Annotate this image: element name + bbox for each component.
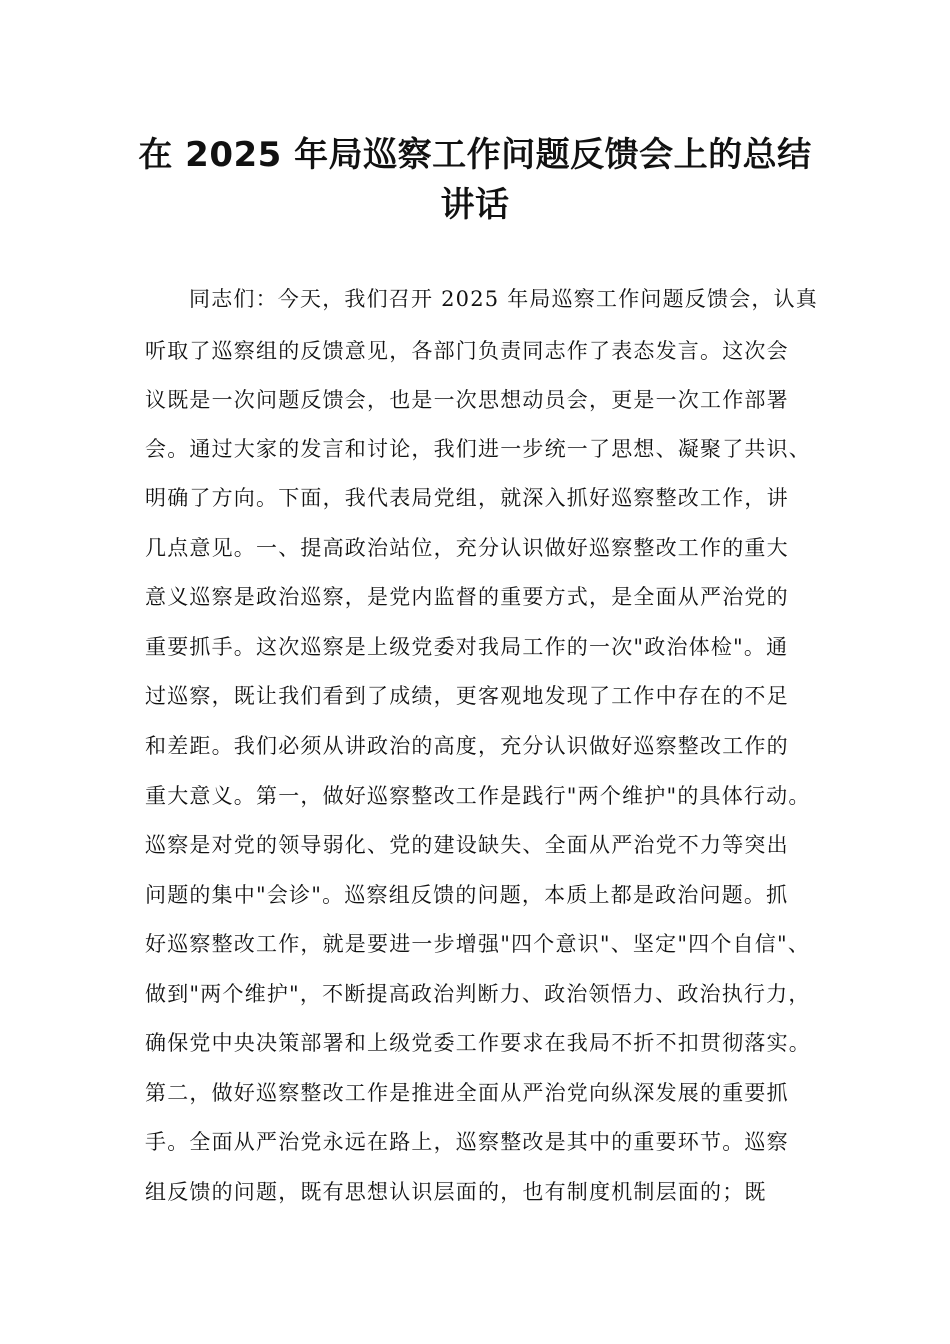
document-title-line-1: 在 2025 年局巡察工作问题反馈会上的总结 [138,135,812,175]
body-line: 意义巡察是政治巡察，是党内监督的重要方式，是全面从严治党的 [145,585,789,609]
body-line: 过巡察，既让我们看到了成绩，更客观地发现了工作中存在的不足 [145,684,789,708]
body-line: 听取了巡察组的反馈意见，各部门负责同志作了表态发言。这次会 [145,339,789,363]
body-line: 几点意见。一、提高政治站位，充分认识做好巡察整改工作的重大 [145,536,789,560]
body-line: 议既是一次问题反馈会，也是一次思想动员会，更是一次工作部署 [145,388,789,412]
body-line: 问题的集中"会诊"。巡察组反馈的问题，本质上都是政治问题。抓 [145,883,789,907]
body-line: 第二，做好巡察整改工作是推进全面从严治党向纵深发展的重要抓 [145,1081,789,1105]
body-line: 巡察是对党的领导弱化、党的建设缺失、全面从严治党不力等突出 [145,833,789,857]
body-line: 重大意义。第一，做好巡察整改工作是践行"两个维护"的具体行动。 [145,784,811,808]
body-line: 重要抓手。这次巡察是上级党委对我局工作的一次"政治体检"。通 [145,635,789,659]
body-line: 会。通过大家的发言和讨论，我们进一步统一了思想、凝聚了共识、 [145,437,811,461]
body-line: 好巡察整改工作，就是要进一步增强"四个意识"、坚定"四个自信"、 [145,932,811,956]
body-line: 同志们：今天，我们召开 2025 年局巡察工作问题反馈会，认真 [189,287,818,311]
body-line: 做到"两个维护"，不断提高政治判断力、政治领悟力、政治执行力， [145,982,811,1006]
body-line: 确保党中央决策部署和上级党委工作要求在我局不折不扣贯彻落实。 [145,1031,811,1055]
body-line: 和差距。我们必须从讲政治的高度，充分认识做好巡察整改工作的 [145,734,789,758]
body-line: 手。全面从严治党永远在路上，巡察整改是其中的重要环节。巡察 [145,1130,789,1154]
body-line: 组反馈的问题，既有思想认识层面的，也有制度机制层面的；既 [145,1180,767,1204]
body-line: 明确了方向。下面，我代表局党组，就深入抓好巡察整改工作，讲 [145,486,789,510]
document-title-line-2: 讲话 [440,185,510,225]
